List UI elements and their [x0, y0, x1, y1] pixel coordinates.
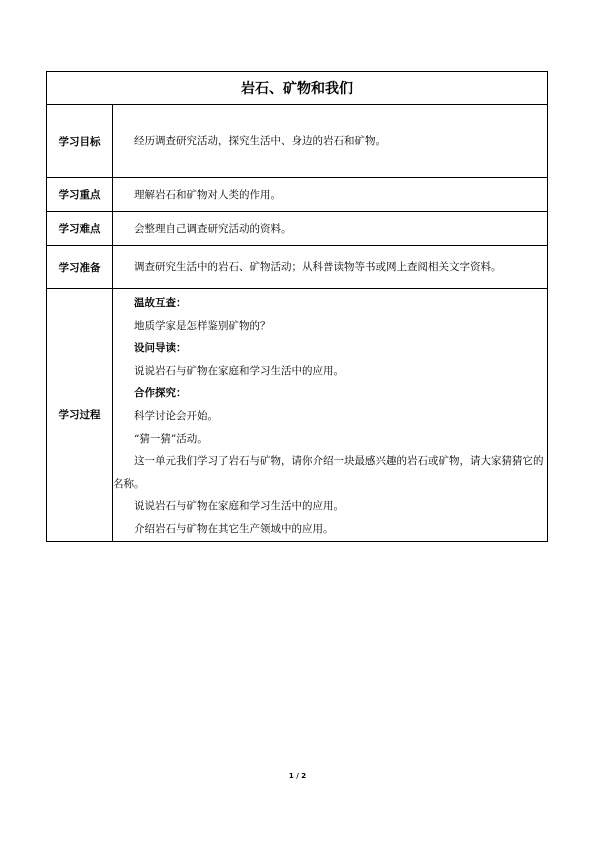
label-learning-process: 学习过程 [47, 289, 113, 542]
row-difficulty [47, 212, 548, 246]
text-key-point: 理解岩石和矿物对人类的作用。 [134, 188, 281, 201]
content-learning-process [113, 289, 548, 542]
process-line: 这一单元我们学习了岩石与矿物，请你介绍一块最感兴趣的岩石或矿物，请大家猜猜它的名称。 [113, 455, 544, 490]
process-line: 合作探究： [134, 387, 187, 400]
process-line: 科学讨论会开始。 [134, 409, 218, 422]
page-number: 1 / 2 [288, 772, 307, 780]
label-preparation: 学习准备 [47, 246, 113, 289]
content-key-point [113, 178, 548, 212]
process-line: 介绍岩石与矿物在其它生产领域中的应用。 [134, 522, 334, 535]
title-row [47, 72, 548, 105]
content-preparation [113, 246, 548, 289]
row-key-point [47, 178, 548, 212]
label-difficulty: 学习难点 [47, 212, 113, 246]
label-key-point: 学习重点 [47, 178, 113, 212]
text-preparation: 调查研究生活中的岩石、矿物活动；从科普读物等书或网上查阅相关文字资料。 [134, 261, 502, 273]
process-line: 说说岩石与矿物在家庭和学习生活中的应用。 [134, 500, 344, 513]
text-learning-goal: 经历调查研究活动，探究生活中、身边的岩石和矿物。 [134, 135, 386, 147]
document-title: 岩石、矿物和我们 [47, 72, 548, 105]
row-preparation [47, 246, 548, 289]
process-line: 设问导读： [134, 342, 187, 355]
content-difficulty [113, 212, 548, 246]
text-difficulty: 会整理自己调查研究活动的资料。 [134, 222, 292, 235]
lesson-plan-table [46, 71, 548, 542]
label-learning-goal: 学习目标 [47, 105, 113, 178]
content-learning-goal [113, 105, 548, 178]
process-line: 地质学家是怎样鉴别矿物的？ [134, 319, 271, 332]
row-learning-goal [47, 105, 548, 178]
process-line: “猜一猜”活动。 [134, 432, 208, 445]
row-learning-process [47, 289, 548, 542]
process-line: 说说岩石与矿物在家庭和学习生活中的应用。 [134, 364, 344, 377]
process-line: 温故互查： [134, 297, 187, 309]
